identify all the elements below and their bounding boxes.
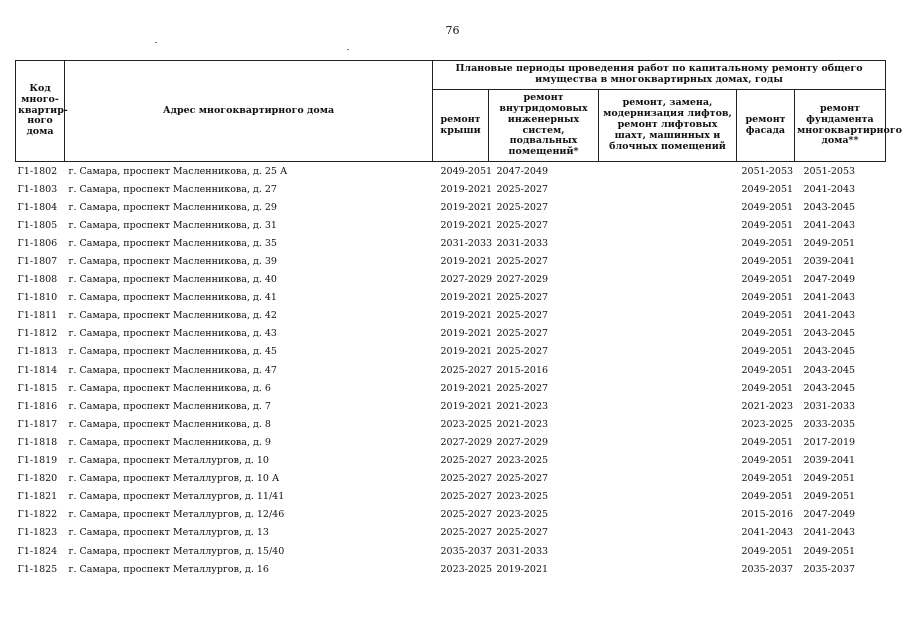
addr-cell: г. Самара, проспект Металлургов, д. 15/40 — [68, 545, 285, 557]
table-row — [16, 452, 886, 470]
table-row — [16, 198, 886, 216]
fac-cell: 2049-2051 — [741, 455, 794, 467]
code-cell: Г1-1823 — [17, 527, 58, 539]
table-row — [16, 325, 886, 343]
lift-cell — [599, 361, 737, 379]
roof-cell: 2019-2021 — [440, 201, 493, 213]
fac-cell: 2049-2051 — [741, 256, 794, 268]
fac-cell: 2021-2023 — [741, 400, 794, 412]
table-row — [16, 379, 886, 397]
fnd-cell: 2043-2045 — [803, 328, 856, 340]
roof-cell: 2019-2021 — [440, 382, 493, 394]
table-row — [16, 252, 886, 270]
header-code: Код много-квартир-ного дома — [16, 61, 65, 162]
addr-cell: г. Самара, проспект Масленникова, д. 6 — [68, 382, 271, 394]
code-cell: Г1-1825 — [17, 563, 58, 575]
table-row — [16, 289, 886, 307]
roof-cell: 2019-2021 — [440, 328, 493, 340]
fac-cell: 2049-2051 — [741, 346, 794, 358]
lift-cell — [599, 379, 737, 397]
util-cell: 2031-2033 — [496, 237, 549, 249]
roof-cell: 2025-2027 — [440, 473, 493, 485]
lift-cell — [599, 252, 737, 270]
table-row — [16, 162, 886, 181]
table-row — [16, 488, 886, 506]
fac-cell: 2049-2051 — [741, 237, 794, 249]
lift-cell — [599, 234, 737, 252]
page-number: 76 — [445, 24, 460, 37]
table-row — [16, 560, 886, 578]
code-cell: Г1-1803 — [17, 183, 58, 195]
fnd-cell: 2041-2043 — [803, 527, 856, 539]
header-utilities: ремонт внутридомовых инженерных систем, подвальных помещений* — [489, 90, 599, 162]
addr-cell: г. Самара, проспект Масленникова, д. 43 — [68, 328, 277, 340]
util-cell: 2027-2029 — [496, 436, 549, 448]
fac-cell: 2049-2051 — [741, 545, 794, 557]
addr-cell: г. Самара, проспект Масленникова, д. 31 — [68, 219, 277, 231]
roof-cell: 2027-2029 — [440, 436, 493, 448]
header-roof: ремонт крыши — [433, 90, 489, 162]
roof-cell: 2027-2029 — [440, 274, 493, 286]
table-row — [16, 216, 886, 234]
fnd-cell: 2035-2037 — [803, 563, 856, 575]
addr-cell: г. Самара, проспект Металлургов, д. 11/41 — [68, 491, 285, 503]
fac-cell: 2049-2051 — [741, 436, 794, 448]
util-cell: 2025-2027 — [496, 201, 549, 213]
lift-cell — [599, 415, 737, 433]
addr-cell: г. Самара, проспект Масленникова, д. 41 — [68, 292, 277, 304]
addr-cell: г. Самара, проспект Металлургов, д. 12/46 — [68, 509, 285, 521]
fnd-cell: 2043-2045 — [803, 201, 856, 213]
lift-cell — [599, 560, 737, 578]
scan-speck — [155, 42, 157, 43]
addr-cell: г. Самара, проспект Масленникова, д. 9 — [68, 436, 271, 448]
roof-cell: 2019-2021 — [440, 292, 493, 304]
table-row — [16, 524, 886, 542]
lift-cell — [599, 162, 737, 181]
table-row — [16, 234, 886, 252]
code-cell: Г1-1807 — [17, 256, 58, 268]
roof-cell: 2031-2033 — [440, 237, 493, 249]
util-cell: 2025-2027 — [496, 527, 549, 539]
fac-cell: 2049-2051 — [741, 310, 794, 322]
fac-cell: 2035-2037 — [741, 563, 794, 575]
header-address: Адрес многоквартирного дома — [65, 61, 433, 162]
util-cell: 2027-2029 — [496, 274, 549, 286]
util-cell: 2025-2027 — [496, 310, 549, 322]
table-row — [16, 506, 886, 524]
lift-cell — [599, 470, 737, 488]
fnd-cell: 2033-2035 — [803, 418, 856, 430]
util-cell: 2021-2023 — [496, 400, 549, 412]
code-cell: Г1-1814 — [17, 364, 58, 376]
header-foundation: ремонт фундамента многоквартирного дома** — [795, 90, 886, 162]
addr-cell: г. Самара, проспект Масленникова, д. 39 — [68, 256, 277, 268]
capital-repair-table — [15, 60, 902, 578]
util-cell: 2025-2027 — [496, 473, 549, 485]
fnd-cell: 2049-2051 — [803, 237, 856, 249]
lift-cell — [599, 271, 737, 289]
fnd-cell: 2049-2051 — [803, 491, 856, 503]
fnd-cell: 2031-2033 — [803, 400, 856, 412]
addr-cell: г. Самара, проспект Масленникова, д. 45 — [68, 346, 277, 358]
table-row — [16, 397, 886, 415]
addr-cell: г. Самара, проспект Масленникова, д. 40 — [68, 274, 277, 286]
util-cell: 2015-2016 — [496, 364, 549, 376]
table-body — [16, 162, 886, 579]
lift-cell — [599, 524, 737, 542]
table-row — [16, 180, 886, 198]
fac-cell: 2051-2053 — [737, 162, 795, 181]
lift-cell — [599, 452, 737, 470]
roof-cell: 2049-2051 — [433, 162, 489, 181]
code-cell: Г1-1815 — [17, 382, 58, 394]
roof-cell: 2023-2025 — [440, 418, 493, 430]
fnd-cell: 2039-2041 — [803, 455, 856, 467]
code-cell: Г1-1812 — [17, 328, 58, 340]
addr-cell: г. Самара, проспект Масленникова, д. 7 — [68, 400, 271, 412]
table-row — [16, 415, 886, 433]
util-cell: 2025-2027 — [496, 292, 549, 304]
util-cell: 2023-2025 — [496, 491, 549, 503]
lift-cell — [599, 325, 737, 343]
code-cell: Г1-1816 — [17, 400, 58, 412]
util-cell: 2025-2027 — [496, 219, 549, 231]
scan-speck — [347, 49, 349, 50]
util-cell: 2021-2023 — [496, 418, 549, 430]
lift-cell — [599, 216, 737, 234]
fac-cell: 2049-2051 — [741, 219, 794, 231]
addr-cell: г. Самара, проспект Масленникова, д. 27 — [68, 183, 277, 195]
fac-cell: 2049-2051 — [741, 292, 794, 304]
lift-cell — [599, 198, 737, 216]
lift-cell — [599, 180, 737, 198]
code-cell: Г1-1818 — [17, 436, 58, 448]
lift-cell — [599, 433, 737, 451]
addr-cell: г. Самара, проспект Масленникова, д. 25 А — [65, 162, 433, 181]
fnd-cell: 2041-2043 — [803, 219, 856, 231]
header-periods-title: Плановые периоды проведения работ по капитальному ремонту общего имущества в многоквартирных домах, годы — [433, 61, 886, 90]
fnd-cell: 2049-2051 — [803, 545, 856, 557]
code-cell: Г1-1811 — [17, 310, 58, 322]
addr-cell: г. Самара, проспект Металлургов, д. 16 — [68, 563, 269, 575]
code-cell: Г1-1813 — [17, 346, 58, 358]
roof-cell: 2025-2027 — [440, 491, 493, 503]
fnd-cell: 2049-2051 — [803, 473, 856, 485]
util-cell: 2023-2025 — [496, 455, 549, 467]
header-lifts: ремонт, замена, модернизация лифтов, ремонт лифтовых шахт, машинных и блочных помещений — [599, 90, 737, 162]
fac-cell: 2049-2051 — [741, 328, 794, 340]
roof-cell: 2019-2021 — [440, 400, 493, 412]
fnd-cell: 2041-2043 — [803, 292, 856, 304]
code-cell: Г1-1824 — [17, 545, 58, 557]
addr-cell: г. Самара, проспект Металлургов, д. 10 А — [68, 473, 280, 485]
fac-cell: 2049-2051 — [741, 473, 794, 485]
fnd-cell: 2047-2049 — [803, 509, 856, 521]
addr-cell: г. Самара, проспект Масленникова, д. 47 — [68, 364, 277, 376]
lift-cell — [599, 542, 737, 560]
fac-cell: 2041-2043 — [741, 527, 794, 539]
fnd-cell: 2047-2049 — [803, 274, 856, 286]
code-cell: Г1-1819 — [17, 455, 58, 467]
roof-cell: 2019-2021 — [440, 346, 493, 358]
lift-cell — [599, 289, 737, 307]
code-cell: Г1-1802 — [16, 162, 65, 181]
util-cell: 2023-2025 — [496, 509, 549, 521]
roof-cell: 2023-2025 — [440, 563, 493, 575]
table-row — [16, 433, 886, 451]
lift-cell — [599, 397, 737, 415]
fac-cell: 2049-2051 — [741, 491, 794, 503]
lift-cell — [599, 307, 737, 325]
util-cell: 2025-2027 — [496, 183, 549, 195]
code-cell: Г1-1810 — [17, 292, 58, 304]
addr-cell: г. Самара, проспект Масленникова, д. 42 — [68, 310, 277, 322]
fnd-cell: 2017-2019 — [803, 436, 856, 448]
fac-cell: 2023-2025 — [741, 418, 794, 430]
table-row — [16, 470, 886, 488]
addr-cell: г. Самара, проспект Металлургов, д. 10 — [68, 455, 269, 467]
roof-cell: 2019-2021 — [440, 256, 493, 268]
util-cell: 2025-2027 — [496, 382, 549, 394]
lift-cell — [599, 343, 737, 361]
fnd-cell: 2043-2045 — [803, 346, 856, 358]
code-cell: Г1-1804 — [17, 201, 58, 213]
util-cell: 2031-2033 — [496, 545, 549, 557]
util-cell: 2025-2027 — [496, 346, 549, 358]
lift-cell — [599, 506, 737, 524]
fnd-cell: 2043-2045 — [803, 364, 856, 376]
roof-cell: 2019-2021 — [440, 310, 493, 322]
fac-cell: 2015-2016 — [741, 509, 794, 521]
roof-cell: 2025-2027 — [440, 509, 493, 521]
fnd-cell: 2041-2043 — [803, 310, 856, 322]
table-header — [16, 61, 902, 162]
roof-cell: 2019-2021 — [440, 183, 493, 195]
util-cell: 2025-2027 — [496, 328, 549, 340]
code-cell: Г1-1822 — [17, 509, 58, 521]
code-cell: Г1-1806 — [17, 237, 58, 249]
fac-cell: 2049-2051 — [741, 364, 794, 376]
code-cell: Г1-1805 — [17, 219, 58, 231]
fnd-cell: 2041-2043 — [803, 183, 856, 195]
code-cell: Г1-1820 — [17, 473, 58, 485]
fac-cell: 2049-2051 — [741, 183, 794, 195]
roof-cell: 2025-2027 — [440, 455, 493, 467]
table-row — [16, 307, 886, 325]
lift-cell — [599, 488, 737, 506]
fac-cell: 2049-2051 — [741, 201, 794, 213]
roof-cell: 2019-2021 — [440, 219, 493, 231]
roof-cell: 2025-2027 — [440, 527, 493, 539]
table-row — [16, 343, 886, 361]
header-facade: ремонт фасада — [737, 90, 795, 162]
addr-cell: г. Самара, проспект Масленникова, д. 29 — [68, 201, 277, 213]
fnd-cell: 2043-2045 — [803, 382, 856, 394]
util-cell: 2019-2021 — [496, 563, 549, 575]
util-cell: 2047-2049 — [489, 162, 599, 181]
code-cell: Г1-1808 — [17, 274, 58, 286]
roof-cell: 2025-2027 — [440, 364, 493, 376]
table-row — [16, 271, 886, 289]
util-cell: 2025-2027 — [496, 256, 549, 268]
roof-cell: 2035-2037 — [440, 545, 493, 557]
code-cell: Г1-1821 — [17, 491, 58, 503]
fac-cell: 2049-2051 — [741, 382, 794, 394]
table-row — [16, 361, 886, 379]
fnd-cell: 2051-2053 — [795, 162, 886, 181]
addr-cell: г. Самара, проспект Металлургов, д. 13 — [68, 527, 269, 539]
addr-cell: г. Самара, проспект Масленникова, д. 8 — [68, 418, 271, 430]
code-cell: Г1-1817 — [17, 418, 58, 430]
fac-cell: 2049-2051 — [741, 274, 794, 286]
fnd-cell: 2039-2041 — [803, 256, 856, 268]
addr-cell: г. Самара, проспект Масленникова, д. 35 — [68, 237, 277, 249]
table-row — [16, 542, 886, 560]
